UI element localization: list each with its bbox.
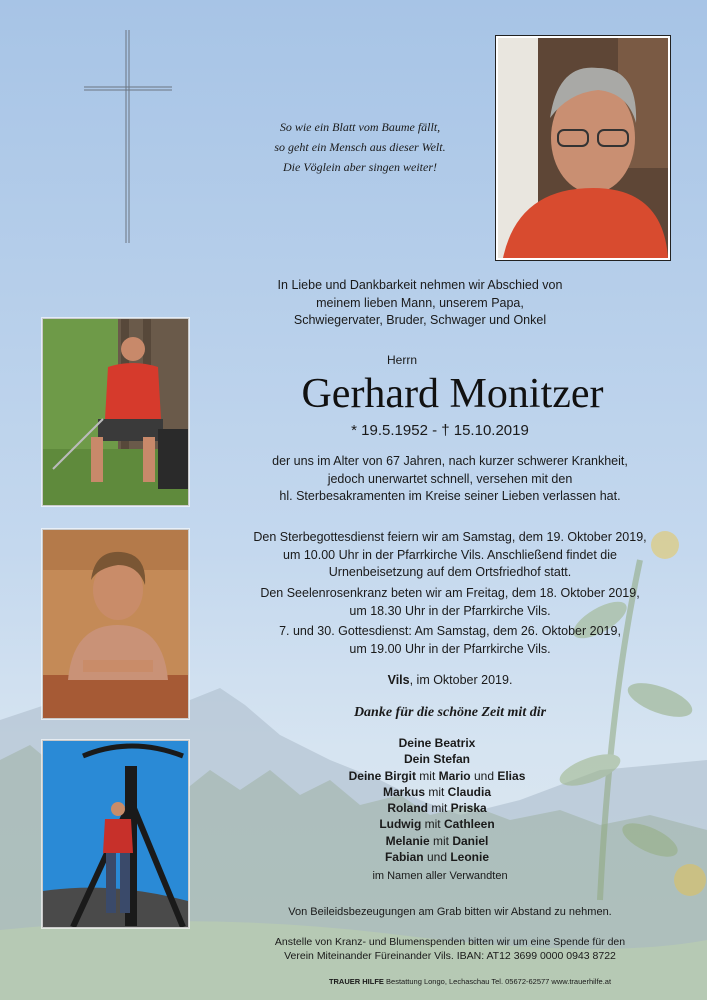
service-line: Den Seelenrosenkranz beten wir am Freitag, dem 18. Oktober 2019,	[260, 586, 640, 600]
mourner-name: Mario	[438, 768, 471, 783]
service-line: Urnenbeisetzung auf dem Ortsfriedhof statt.	[328, 565, 572, 579]
donation-line: Anstelle von Kranz- und Blumenspenden bitten wir um eine Spende für den	[274, 936, 626, 948]
mourner-name: Fabian	[384, 850, 424, 865]
service-line: um 18.30 Uhr in der Pfarrkirche Vils.	[349, 603, 551, 618]
mourner-line	[257, 768, 617, 784]
donation-note	[210, 935, 690, 963]
service-line: 7. und 30. Gottesdienst: Am Samstag, dem 26. Oktober 2019,	[279, 624, 621, 638]
mourner-connector: mit	[415, 768, 439, 783]
mourner-connector: und	[423, 850, 451, 865]
mourner-line	[257, 833, 617, 849]
salutation: Herrn	[386, 353, 417, 367]
mourner-name: Deine Beatrix	[398, 736, 476, 750]
funeral-home-credit	[260, 977, 680, 986]
intro-line: meinem lieben Mann, unserem Papa,	[316, 295, 524, 310]
deceased-name: Gerhard Monitzer	[301, 371, 604, 417]
mourner-name: Roland	[387, 801, 428, 816]
mourners-list	[257, 735, 617, 865]
quote-line: Die Vöglein aber singen weiter!	[283, 160, 437, 174]
mourner-name: Markus	[382, 784, 425, 799]
service-rosary	[220, 585, 680, 620]
mourner-line	[257, 735, 617, 751]
mourner-connector: und	[470, 768, 498, 783]
mourner-name: Melanie	[385, 833, 430, 848]
donation-line: Verein Miteinander Füreinander Vils. IBAN: AT12 3699 0000 0943 8722	[284, 950, 616, 962]
credit-brand: TRAUER HILFE	[328, 977, 384, 986]
service-masses	[220, 623, 680, 658]
mourner-line	[257, 816, 617, 832]
mourner-name: Daniel	[452, 833, 489, 848]
service-line: um 10.00 Uhr in der Pfarrkirche Vils. Anschließend findet die	[283, 547, 617, 562]
place-date	[340, 672, 560, 690]
intro-line: Schwiegervater, Bruder, Schwager und Onkel	[293, 313, 547, 327]
mourner-line	[257, 800, 617, 816]
place-date-text: , im Oktober 2019.	[409, 673, 513, 687]
service-line: um 19.00 Uhr in der Pfarrkirche Vils.	[349, 641, 551, 656]
intro-line: In Liebe und Dankbarkeit nehmen wir Abschied von	[277, 278, 563, 292]
quote-line: so geht ein Mensch aus dieser Welt.	[274, 140, 446, 154]
no-condolences-note: Von Beileidsbezeugungen am Grab bitten wir Abstand zu nehmen.	[288, 906, 612, 918]
mourner-name: Deine Birgit	[348, 768, 416, 783]
mourner-name: Claudia	[447, 784, 492, 799]
mourner-name: Ludwig	[379, 817, 422, 832]
mourner-connector: mit	[421, 817, 444, 832]
photo-hiking-rest	[42, 318, 189, 506]
mourner-connector: mit	[425, 784, 448, 799]
photo-summit-structure	[42, 740, 189, 928]
mourner-name: Priska	[450, 801, 487, 816]
passing-line: hl. Sterbesakramenten im Kreise seiner Lieben verlassen hat.	[279, 489, 621, 503]
service-line: Den Sterbegottesdienst feiern wir am Samstag, dem 19. Oktober 2019,	[253, 530, 647, 544]
photo-young-portrait	[42, 529, 189, 719]
mourner-connector: mit	[429, 833, 453, 848]
relatives-line: im Namen aller Verwandten	[372, 870, 508, 882]
quote-line: So wie ein Blatt vom Baume fällt,	[279, 120, 441, 134]
cross-icon	[84, 30, 172, 245]
mourner-name: Cathleen	[443, 817, 495, 832]
thanks-line: Danke für die schöne Zeit mit dir	[353, 705, 547, 720]
service-funeral	[220, 529, 680, 582]
credit-text: Bestattung Longo, Lechaschau Tel. 05672-62577 www.trauerhilfe.at	[383, 977, 612, 986]
place-name: Vils	[387, 673, 410, 687]
mourner-name: Elias	[497, 768, 526, 783]
mourner-connector: mit	[427, 801, 451, 816]
mourner-name: Leonie	[450, 850, 490, 865]
memorial-quote	[225, 117, 495, 177]
passing-line: der uns im Alter von 67 Jahren, nach kurzer schwerer Krankheit,	[272, 454, 628, 468]
passing-line: jedoch unerwartet schnell, versehen mit den	[327, 471, 573, 486]
mourner-line	[257, 751, 617, 767]
intro-text	[220, 277, 620, 330]
portrait-photo	[496, 36, 670, 260]
life-dates: * 19.5.1952 - † 15.10.2019	[351, 422, 529, 439]
mourner-line	[257, 784, 617, 800]
mourner-line	[257, 849, 617, 865]
passing-text	[220, 453, 680, 506]
mourner-name: Dein Stefan	[403, 752, 470, 767]
